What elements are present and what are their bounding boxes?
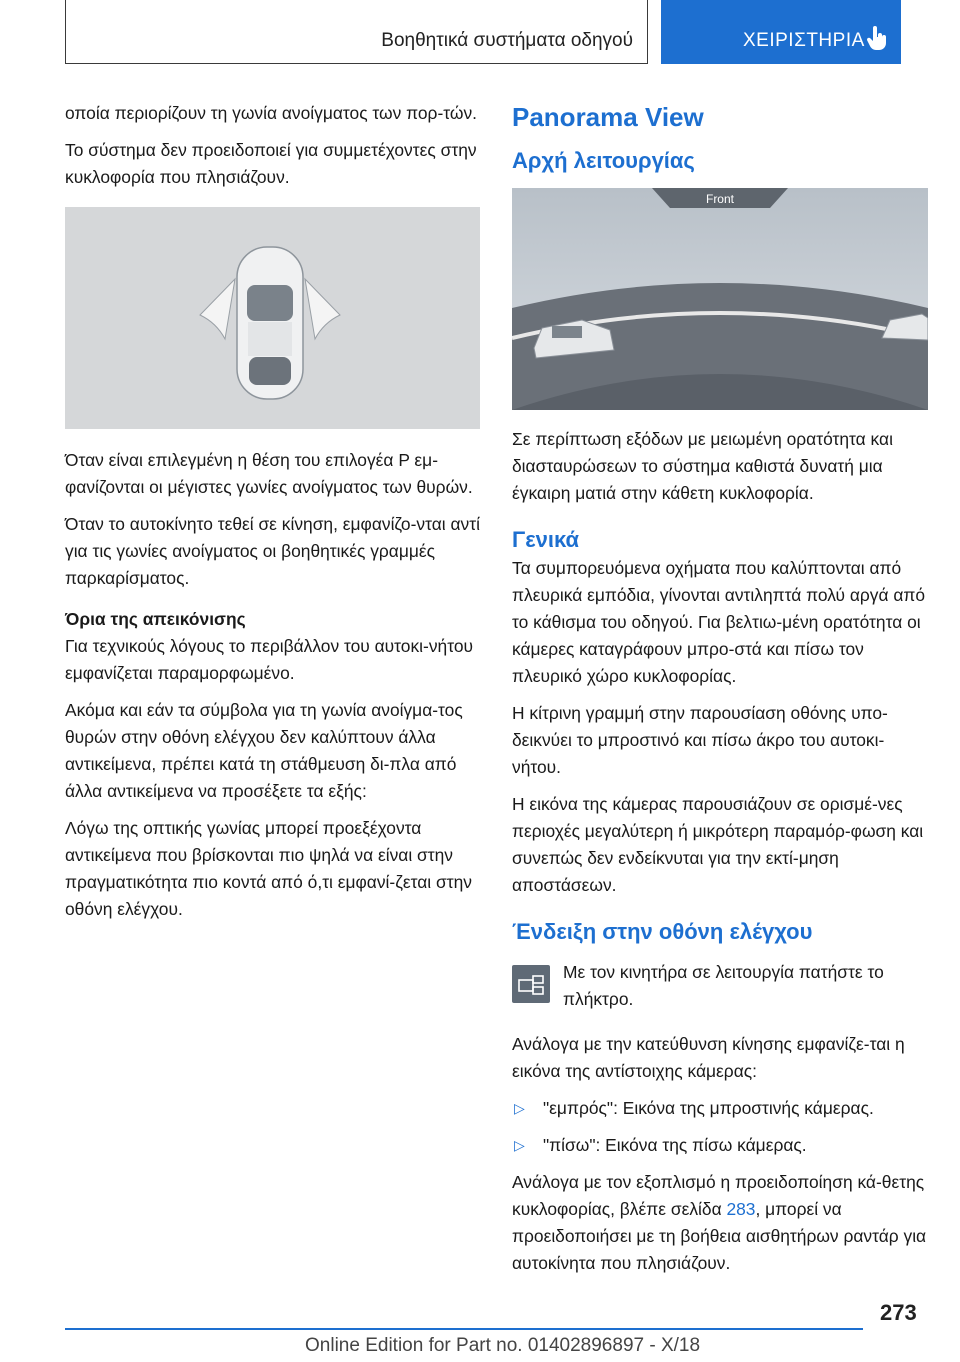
page-link-283[interactable]: 283 (726, 1199, 756, 1219)
paragraph: Όταν είναι επιλεγμένη η θέση του επιλογέα P εμ-φανίζονται οι μέγιστες γωνίες ανοίγματος των θυρών. (65, 450, 473, 497)
page-number: 273 (880, 1300, 917, 1325)
panorama-camera-image (512, 188, 928, 410)
camera-view-image (512, 188, 928, 410)
camera-front-label: Front (705, 192, 735, 206)
subheading-limits: Όρια της απεικόνισης (65, 609, 246, 629)
button-instruction (512, 959, 928, 1013)
paragraph: Για τεχνικούς λόγους το περιβάλλον του αυτοκι-νήτου εμφανίζεται παραμορφωμένο. (65, 636, 473, 683)
paragraph: Σε περίπτωση εξόδων με μειωμένη ορατότητα και διασταυρώσεων το σύστημα καθιστά δυνατή μια έγκαιρη ματιά στην κάθετη κυκλοφορία. (512, 429, 893, 503)
list-item: ▷ "πίσω": Εικόνα της πίσω κάμερας. (512, 1132, 928, 1159)
footer-divider (65, 1328, 863, 1330)
heading-principle: Αρχή λειτουργίας (512, 148, 695, 173)
heading-display: Ένδειξη στην οθόνη ελέγχου (512, 919, 813, 944)
heading-panorama-view: Panorama View (512, 102, 704, 132)
paragraph: Όταν το αυτοκίνητο τεθεί σε κίνηση, εμφανίζο-νται αντί για τις γωνίες ανοίγματος οι βοηθητικές γραμμές παρκαρίσματος. (65, 514, 480, 588)
header-chapter-tab[interactable] (661, 0, 901, 64)
header-section-box (65, 0, 648, 64)
paragraph: Ανάλογα με τον εξοπλισμό η προειδοποίηση κά-θετης κυκλοφορίας, βλέπε σελίδα 283, μπορεί να προειδοποιήσει με τη βοήθεια αισθητήρων ραντάρ για αυτοκίνητα που πλησιάζουν. (512, 1172, 927, 1273)
list-item: ▷ "εμπρός": Εικόνα της μπροστινής κάμερας. (512, 1095, 928, 1122)
hand-pointer-icon (865, 26, 889, 52)
paragraph: οποία περιορίζουν τη γωνία ανοίγματος των πορ-τών. (65, 103, 477, 123)
footer-edition: Online Edition for Part no. 01402896897 - X/18 (305, 1335, 701, 1356)
triangle-bullet-icon: ▷ (514, 1137, 525, 1153)
paragraph: Με τον κινητήρα σε λειτουργία πατήστε το πλήκτρο. (563, 962, 884, 1009)
triangle-bullet-icon: ▷ (514, 1100, 525, 1116)
door-opening-angle-illustration (65, 207, 480, 429)
left-column (65, 100, 480, 933)
right-column (512, 100, 928, 1287)
paragraph: Η εικόνα της κάμερας παρουσιάζουν σε ορισμέ-νες περιοχές μεγαλύτερη ή μικρότερη παραμόρ-φωση και συνεπώς δεν ενδείκνυται για την εκτί-μηση αποστάσεων. (512, 794, 924, 895)
heading-general: Γενικά (512, 527, 580, 552)
paragraph: Η κίτρινη γραμμή στην παρουσίαση οθόνης υπο-δεικνύει το μπροστινό και πίσω άκρο του αυτοκι-νήτου. (512, 703, 888, 777)
paragraph: Ακόμα και εάν τα σύμβολα για τη γωνία ανοίγμα-τος θυρών στην οθόνη ελέγχου δεν καλύπτουν άλλα αντικείμενα, πρέπει κατά τη στάθμευση δι-πλα από άλλα αντικείμενα να προσέξετε τα εξής: (65, 700, 463, 801)
header-chapter-title: ΧΕΙΡΙΣΤΗΡΙΑ (743, 30, 865, 51)
paragraph: Ανάλογα με την κατεύθυνση κίνησης εμφανίζε-ται η εικόνα της αντίστοιχης κάμερας: (512, 1034, 905, 1081)
paragraph: Τα συμπορευόμενα οχήματα που καλύπτονται από πλευρικά εμπόδια, γίνονται αντιληπτά πολύ αργά από το κάθισμα του οδηγού. Για βελτιω-μένη ορατότητα οι κάμερες καταγράφουν μπρο-στά και πίσω τον πλευρικό χώρο κυκλοφορίας. (512, 558, 926, 686)
camera-view-button-icon (512, 965, 550, 1003)
paragraph: Λόγω της οπτικής γωνίας μπορεί προεξέχοντα αντικείμενα που βρίσκονται πιο ψηλά να είναι στην πραγματικότητα πιο κοντά από ό,τι εμφανί-ζεται στην οθόνη ελέγχου. (65, 818, 472, 919)
header-section-title: Βοηθητικά συστήματα οδηγού (381, 30, 633, 51)
car-top-view-image (65, 207, 480, 429)
paragraph: Το σύστημα δεν προειδοποιεί για συμμετέχοντες στην κυκλοφορία που πλησιάζουν. (65, 140, 477, 187)
